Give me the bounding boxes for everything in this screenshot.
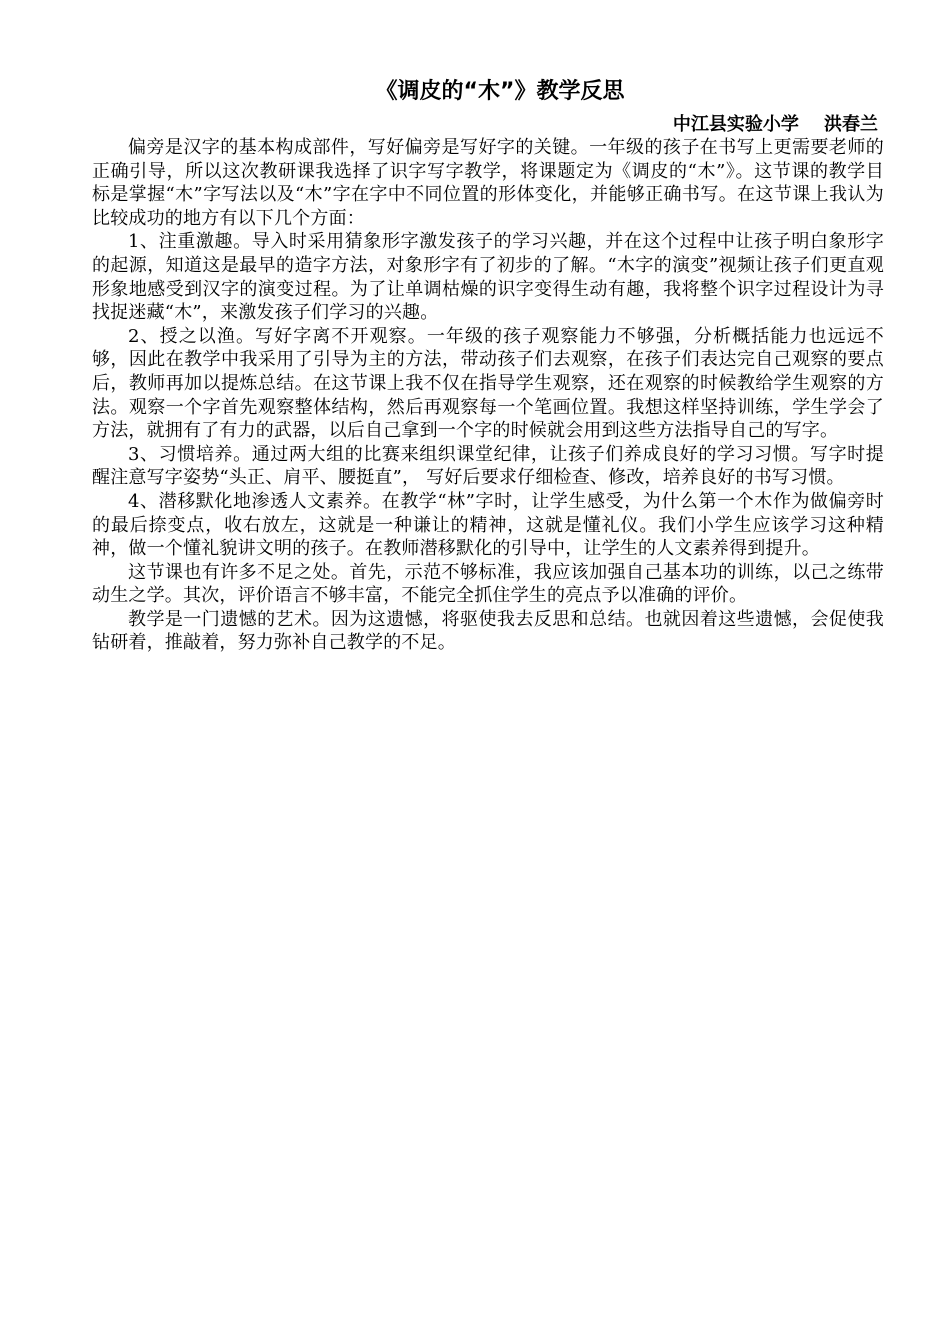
paragraph-shortcomings: 这节课也有许多不足之处。首先，示范不够标准，我应该加强自己基本功的训练，以己之练带动生之学。其次，评价语言不够丰富，不能完全抓住学生的亮点予以准确的评价。 (92, 561, 884, 607)
document-title: 《调皮的“木”》教学反思 (375, 79, 625, 104)
paragraph-intro: 偏旁是汉字的基本构成部件，写好偏旁是写好字的关键。一年级的孩子在书写上更需要老师的正确引导，所以这次教研课我选择了识字写字教学，将课题定为《调皮的“木”》。这节课的教学目标是掌握“木”字写法以及“木”字在字中不同位置的形体变化，并能够正确书写。在这节课上我认为比较成功的地方有以下几个方面： (92, 137, 884, 229)
document-page (92, 76, 884, 655)
paragraph-point-3: 3、习惯培养。通过两大组的比赛来组织课堂纪律，让孩子们养成良好的学习习惯。写字时提醒注意写字姿势“头正、肩平、腰挺直”， 写好后要求仔细检查、修改，培养良好的书写习惯。 (92, 443, 884, 489)
author-byline: 中江县实验小学 洪春兰 (672, 114, 878, 135)
paragraph-point-4: 4、潜移默化地渗透人文素养。在教学“林”字时，让学生感受，为什么第一个木作为做偏旁时的最后捺变点，收右放左，这就是一种谦让的精神，这就是懂礼仪。我们小学生应该学习这种精神，做一个懂礼貌讲文明的孩子。在教师潜移默化的引导中，让学生的人文素养得到提升。 (92, 490, 884, 560)
document-body (92, 136, 884, 655)
paragraph-point-1: 1、注重激趣。导入时采用猜象形字激发孩子的学习兴趣，并在这个过程中让孩子明白象形字的起源，知道这是最早的造字方法，对象形字有了初步的了解。“木字的演变”视频让孩子们更直观形象地感受到汉字的演变过程。为了让单调枯燥的识字变得生动有趣，我将整个识字过程设计为寻找捉迷藏“木”，来激发孩子们学习的兴趣。 (92, 231, 884, 324)
paragraph-point-2: 2、授之以渔。写好字离不开观察。一年级的孩子观察能力不够强，分析概括能力也远远不够，因此在教学中我采用了引导为主的方法，带动孩子们去观察，在孩子们表达完自己观察的要点后，教师再加以提炼总结。在这节课上我不仅在指导学生观察，还在观察的时候教给学生观察的方法。观察一个字首先观察整体结构，然后再观察每一个笔画位置。我想这样坚持训练，学生学会了方法，就拥有了有力的武器，以后自己拿到一个字的时候就会用到这些方法指导自己的写字。 (92, 325, 884, 442)
paragraph-conclusion: 教学是一门遗憾的艺术。因为这遗憾，将驱使我去反思和总结。也就因着这些遗憾，会促使我钻研着，推敲着，努力弥补自己教学的不足。 (92, 608, 884, 654)
